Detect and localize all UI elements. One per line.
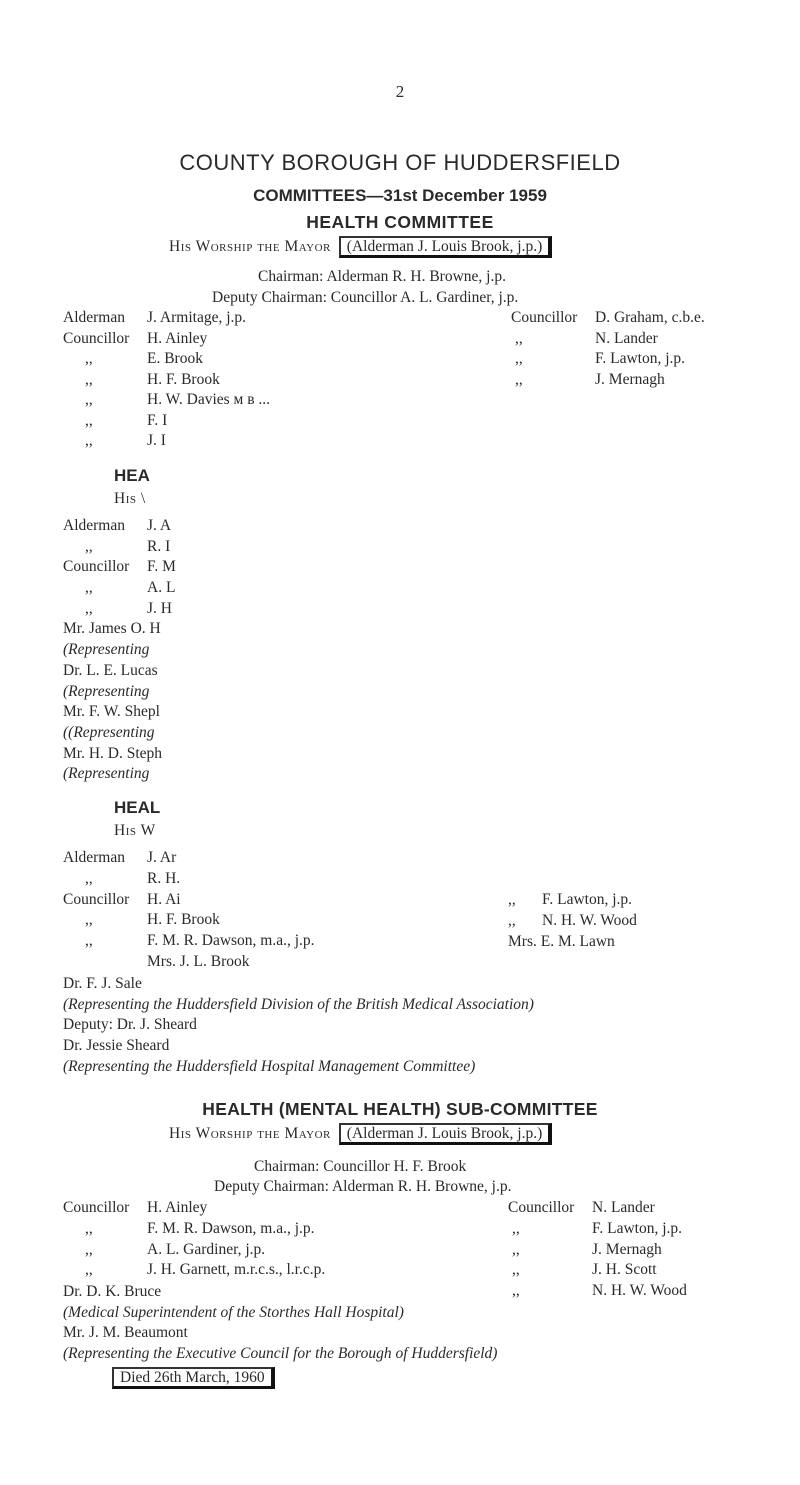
mental-mayor-line (169, 1125, 552, 1143)
member-name: J. I (147, 432, 166, 449)
member-role: ,, (85, 932, 93, 950)
member-name: Mr. H. D. Steph (63, 744, 163, 762)
member-role: Councillor (63, 558, 130, 576)
member-role: Councillor (511, 309, 578, 326)
text-line: (Representing the Executive Council for the Borough of Huddersfield) (63, 1344, 498, 1362)
member-role: ,, (85, 911, 93, 929)
document-title: COUNTY BOROUGH OF HUDDERSFIELD (179, 150, 621, 175)
member-name: (Representing (63, 682, 150, 700)
health-members-right (511, 309, 705, 391)
member-name: F. Lawton, j.p. (595, 350, 686, 367)
member-name: H. Ainley (147, 329, 208, 347)
health-deputy-chairman: Deputy Chairman: Councillor A. L. Gardiner, j.p. (212, 289, 519, 306)
member-name: J. Mernagh (592, 1240, 662, 1258)
mayor-label: His Worship the Mayor (169, 238, 331, 255)
hea-sub (114, 490, 146, 508)
member-row (508, 1282, 687, 1303)
member-name: Mrs. J. L. Brook (147, 952, 250, 970)
member-row (63, 579, 176, 600)
member-name: H. F. Brook (147, 370, 220, 388)
member-role: ,, (85, 1240, 93, 1258)
member-role: Councillor (508, 1199, 575, 1216)
member-name: H. W. Davies м в ... (147, 391, 271, 408)
member-row (63, 620, 176, 641)
page-number: 2 (395, 82, 405, 101)
member-name: J. Armitage, j.p. (147, 309, 247, 326)
member-row (508, 1241, 687, 1262)
member-role: Alderman (63, 309, 125, 326)
member-name: H. Ai (147, 890, 181, 908)
member-row (511, 309, 705, 330)
hea-heading: HEA (114, 466, 150, 485)
heal-sub-text: His W (114, 822, 156, 839)
member-name: F. I (147, 411, 168, 429)
member-name: N. Lander (595, 329, 658, 347)
member-row (63, 432, 270, 453)
member-row (63, 849, 315, 870)
text-line: (Representing the Huddersfield Division of the British Medical Association) (63, 995, 534, 1013)
heal-heading: HEAL (114, 798, 161, 817)
text-line: Dr. F. J. Sale (63, 975, 142, 992)
member-row (63, 891, 315, 912)
member-name: F. M. R. Dawson, m.a., j.p. (147, 1219, 315, 1237)
member-name: J. Mernagh (595, 370, 665, 388)
member-name: Dr. L. E. Lucas (63, 661, 158, 679)
member-role: ,, (85, 1219, 93, 1237)
member-row (63, 600, 176, 621)
member-row (508, 1220, 687, 1241)
member-name: N. H. W. Wood (592, 1282, 687, 1300)
member-name: F. Lawton, j.p. (592, 1219, 683, 1237)
hea-members (63, 517, 176, 786)
member-row (63, 932, 315, 953)
member-role: ,, (512, 1261, 520, 1279)
member-name: A. L (147, 579, 176, 597)
heal-tail (63, 975, 534, 1078)
member-row (63, 1241, 325, 1262)
heal-sub (114, 822, 156, 840)
member-row (63, 662, 176, 683)
member-name: Mr. F. W. Shepl (63, 703, 160, 721)
member-row (63, 703, 176, 724)
member-name: J. Ar (147, 849, 177, 866)
member-row (63, 309, 270, 330)
member-name: D. Graham, c.b.e. (595, 309, 705, 326)
member-role: ,, (85, 1261, 93, 1279)
mental-health-heading: HEALTH (MENTAL HEALTH) SUB-COMMITTEE (202, 1099, 598, 1119)
member-row (508, 912, 637, 933)
member-role: Alderman (63, 517, 125, 534)
text-line: (Medical Superintendent of the Storthes Hall Hospital) (63, 1303, 404, 1321)
member-role: ,, (85, 579, 93, 597)
member-role: ,, (515, 370, 523, 388)
member-row (508, 1199, 687, 1220)
member-name: H. F. Brook (147, 911, 220, 929)
member-role: ,, (508, 911, 516, 929)
member-role: ,, (512, 1219, 520, 1237)
member-row (63, 683, 176, 704)
member-row (63, 870, 315, 891)
text-line: Dr. D. K. Bruce (63, 1283, 162, 1300)
member-role: Councillor (63, 329, 130, 347)
member-row (63, 953, 315, 974)
member-name: N. Lander (592, 1199, 655, 1216)
member-row (508, 933, 637, 954)
member-row (511, 371, 705, 392)
member-row (508, 1261, 687, 1282)
mayor-name-box: (Alderman J. Louis Brook, j.p.) (339, 236, 552, 258)
member-row (63, 1261, 325, 1282)
member-role: ,, (85, 350, 93, 367)
member-name: F. Lawton, j.p. (542, 891, 633, 908)
died-note-box: Died 26th March, 1960 (112, 1367, 275, 1389)
member-row (508, 891, 637, 912)
member-name: R. H. (147, 869, 181, 887)
member-role: ,, (85, 411, 93, 429)
member-name: ((Representing (63, 723, 155, 741)
member-row (63, 538, 176, 559)
member-name: (Representing (63, 641, 150, 659)
member-name: Mr. James O. H (63, 620, 161, 638)
member-row (63, 371, 270, 392)
member-row (511, 350, 705, 371)
member-name: Mrs. E. M. Lawn (508, 932, 615, 950)
member-row (63, 724, 176, 745)
health-chairman: Chairman: Alderman R. H. Browne, j.p. (258, 268, 506, 285)
member-row (63, 517, 176, 538)
member-row (511, 330, 705, 351)
member-name: J. H. Scott (592, 1261, 657, 1279)
heal-members-left (63, 849, 315, 974)
member-role: ,, (85, 432, 93, 449)
member-row (63, 911, 315, 932)
mental-tail (63, 1283, 497, 1365)
mental-members-right (508, 1199, 687, 1303)
text-line: Mr. J. M. Beaumont (63, 1324, 188, 1341)
member-role: Councillor (63, 1199, 130, 1216)
member-name: H. Ainley (147, 1199, 208, 1216)
member-row (63, 391, 270, 412)
text-line: Dr. Jessie Sheard (63, 1037, 170, 1055)
member-role: ,, (512, 1240, 520, 1258)
member-row (63, 1220, 325, 1241)
member-role: ,, (85, 370, 93, 388)
member-name: J. H (147, 599, 172, 617)
mental-mayor-name-box: (Alderman J. Louis Brook, j.p.) (339, 1123, 552, 1145)
member-row (63, 641, 176, 662)
health-members-left (63, 309, 270, 453)
member-name: F. M (147, 558, 176, 576)
text-line: (Representing the Huddersfield Hospital Management Committee) (63, 1057, 476, 1075)
mental-chairman: Chairman: Councillor H. F. Brook (254, 1158, 467, 1175)
text-line: Deputy: Dr. J. Sheard (63, 1016, 197, 1034)
member-row (63, 765, 176, 786)
hea-sub-text: His \ (114, 490, 146, 507)
died-note (112, 1369, 275, 1387)
member-name: R. I (147, 537, 171, 555)
member-name: F. M. R. Dawson, m.a., j.p. (147, 932, 315, 950)
member-role: ,, (85, 869, 93, 887)
member-role: ,, (515, 329, 523, 347)
member-role: ,, (512, 1282, 520, 1300)
member-row (63, 350, 270, 371)
member-role: Alderman (63, 849, 125, 866)
heal-members-right (508, 891, 637, 953)
member-name: E. Brook (147, 350, 203, 367)
member-name: A. L. Gardiner, j.p. (147, 1240, 266, 1258)
mental-mayor-label: His Worship the Mayor (169, 1125, 331, 1142)
member-name: (Representing (63, 765, 150, 783)
member-role: ,, (85, 391, 93, 408)
member-role: Councillor (63, 890, 130, 908)
member-name: N. H. W. Wood (542, 911, 637, 929)
member-role: ,, (85, 537, 93, 555)
health-committee-heading: HEALTH COMMITTEE (306, 212, 494, 232)
member-role: ,, (85, 599, 93, 617)
member-row (63, 412, 270, 433)
member-name: J. A (147, 517, 172, 534)
member-row (63, 558, 176, 579)
mental-deputy-chairman: Deputy Chairman: Alderman R. H. Browne, j.p. (214, 1178, 512, 1195)
member-name: J. H. Garnett, m.r.c.s., l.r.c.p. (147, 1261, 326, 1279)
member-row (63, 330, 270, 351)
document-subtitle: COMMITTEES—31st December 1959 (253, 186, 547, 205)
member-role: ,, (515, 350, 523, 367)
mental-members-left (63, 1199, 325, 1282)
member-row (63, 745, 176, 766)
health-mayor-line (169, 238, 552, 256)
member-row (63, 1199, 325, 1220)
member-role: ,, (508, 891, 516, 908)
